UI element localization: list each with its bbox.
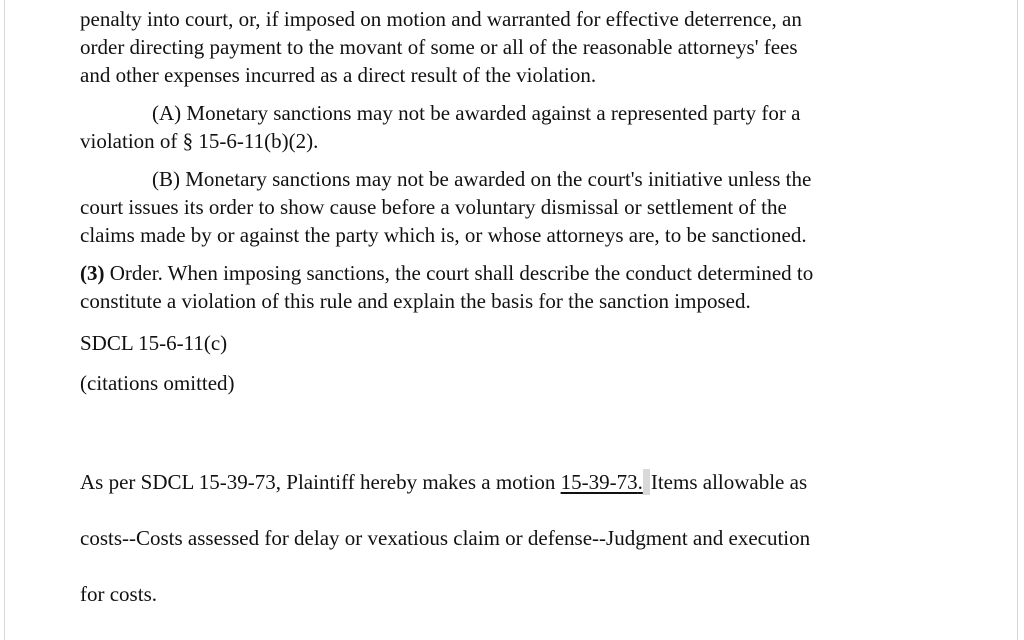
text-line: claims made by or against the party which is, or whose attorneys are, to be sanctioned. <box>80 223 807 247</box>
paragraph-penalty <box>80 5 960 89</box>
citations-note: (citations omitted) <box>80 371 235 395</box>
text-line <box>80 259 960 287</box>
motion-paragraph <box>80 468 960 608</box>
text-line: (B) Monetary sanctions may not be awarded on the court's initiative unless the <box>152 167 812 191</box>
text-line: (A) Monetary sanctions may not be awarded against a represented party for a <box>152 101 801 125</box>
paragraph-number: (3) <box>80 261 105 285</box>
text-line: costs--Costs assessed for delay or vexatious claim or defense--Judgment and execution <box>80 526 811 550</box>
paragraph-text: Order. When imposing sanctions, the court shall describe the conduct determined to <box>104 261 814 285</box>
text-cursor <box>643 469 650 495</box>
text-line <box>80 468 960 496</box>
motion-text: As per SDCL 15-39-73, Plaintiff hereby makes a motion <box>80 470 561 494</box>
text-line: penalty into court, or, if imposed on motion and warranted for effective deterrence, an <box>80 7 802 31</box>
text-line: order directing payment to the movant of some or all of the reasonable attorneys' fees <box>80 35 798 59</box>
link-period: . <box>637 470 643 494</box>
text-line: and other expenses incurred as a direct result of the violation. <box>80 63 597 87</box>
paragraph-a <box>80 99 960 155</box>
document-page <box>4 0 1018 640</box>
paragraph-3 <box>80 259 960 315</box>
text-line: violation of § 15-6-11(b)(2). <box>80 129 319 153</box>
statute-reference: SDCL 15-6-11(c) <box>80 331 228 355</box>
text-line: constitute a violation of this rule and explain the basis for the sanction imposed. <box>80 289 751 313</box>
motion-text: Items allowable as <box>650 470 808 494</box>
statute-link[interactable]: 15-39-73 <box>560 470 638 494</box>
paragraph-b <box>80 165 960 249</box>
text-line: court issues its order to show cause before a voluntary dismissal or settlement of the <box>80 195 787 219</box>
document-body <box>80 5 960 397</box>
text-line: for costs. <box>80 582 157 606</box>
